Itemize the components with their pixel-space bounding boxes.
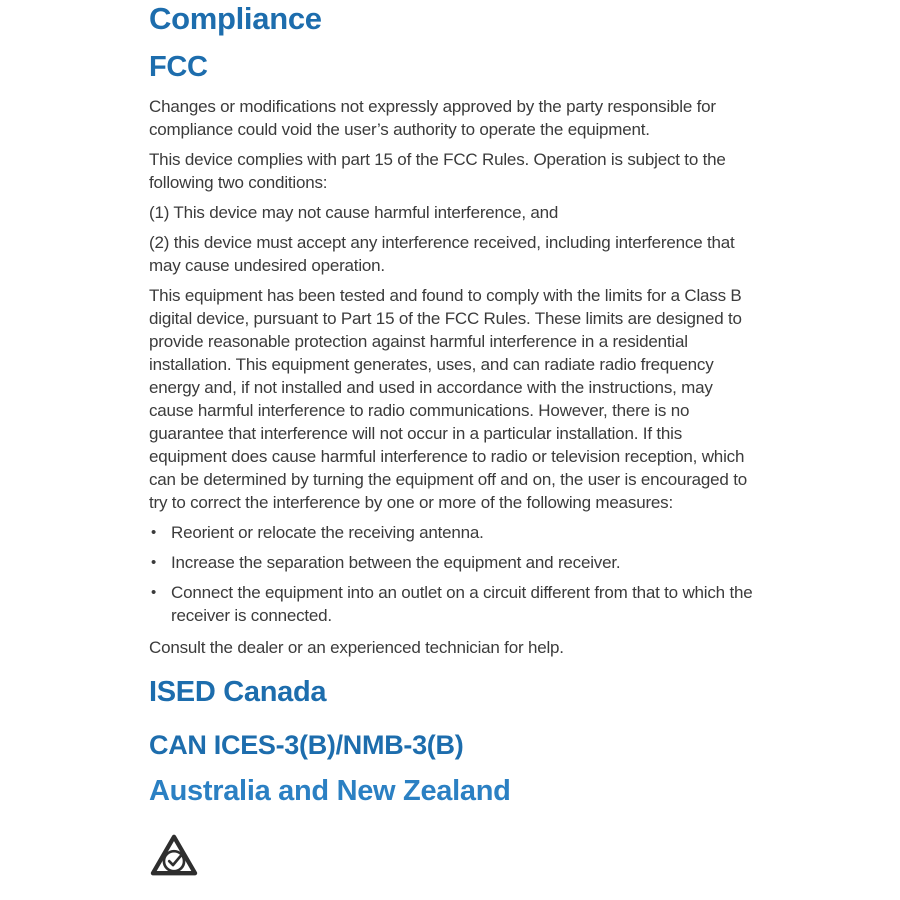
fcc-condition-1: (1) This device may not cause harmful interference, and — [149, 203, 559, 222]
ised-canada-heading: ISED Canada — [149, 676, 327, 708]
can-ices-code: CAN ICES-3(B)/NMB-3(B) — [149, 730, 464, 760]
list-item — [149, 551, 755, 574]
list-item-text: Connect the equipment into an outlet on a circuit different from that to which the receiver is connected. — [171, 583, 753, 625]
section-ised-canada — [149, 676, 755, 760]
fcc-class-b-paragraph: This equipment has been tested and found to comply with the limits for a Class B digital device, pursuant to Part 15 of the FCC Rules. These limits are designed to provide reasonable protection against harmful interference in a residential installation. This equipment generates, uses, and can radiate radio frequency energy and, if not installed and used in accordance with the instructions, may cause harmful interference to radio communications. However, there is no guarantee that interference will not occur in a particular installation. If this equipment does cause harmful interference to radio or television reception, which can be determined by turning the equipment off and on, the user is encouraged to try to correct the interference by one or more of the following measures: — [149, 286, 747, 512]
rcm-compliance-icon — [149, 833, 199, 877]
fcc-condition-2: (2) this device must accept any interference received, including interference that may cause undesired operation. — [149, 233, 735, 275]
bullet-marker: • — [151, 584, 157, 601]
page-title: Compliance — [149, 1, 322, 36]
fcc-paragraph-changes: Changes or modifications not expressly approved by the party responsible for compliance could void the user’s authority to operate the equipment. — [149, 97, 716, 139]
list-item — [149, 581, 755, 627]
list-item-text: Reorient or relocate the receiving antenna. — [171, 523, 484, 542]
fcc-heading: FCC — [149, 51, 208, 83]
section-australia-new-zealand — [149, 775, 755, 877]
list-item-text: Increase the separation between the equipment and receiver. — [171, 553, 621, 572]
fcc-measures-list — [149, 521, 755, 627]
fcc-paragraph-part15: This device complies with part 15 of the FCC Rules. Operation is subject to the following two conditions: — [149, 150, 726, 192]
australia-new-zealand-heading: Australia and New Zealand — [149, 775, 511, 807]
bullet-marker: • — [151, 524, 157, 541]
section-fcc — [149, 51, 755, 659]
list-item — [149, 521, 755, 544]
fcc-closing-text: Consult the dealer or an experienced technician for help. — [149, 638, 564, 657]
bullet-marker: • — [151, 554, 157, 571]
